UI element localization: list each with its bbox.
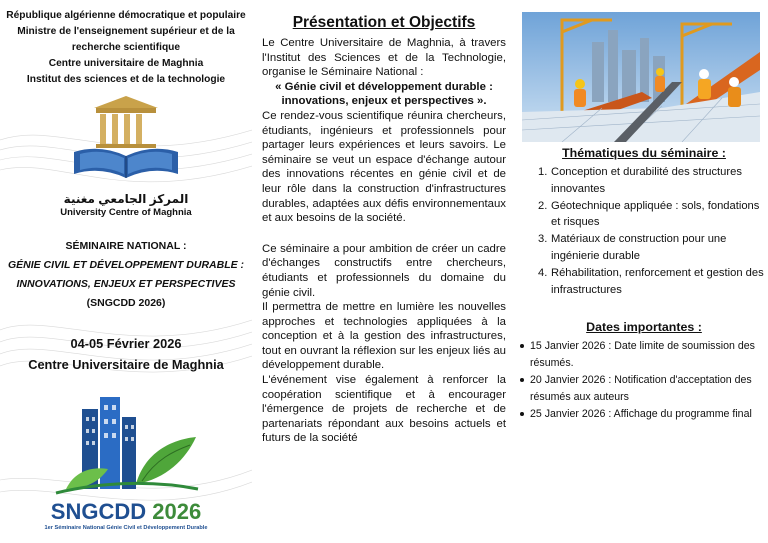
paragraph: Il permettra de mettre en lumière les nouvelles approches et technologies appliquées à la conception et à la gestion des infrastructures, tout en ouvrant la réflexion sur les enjeux liés au développement durable. <box>262 301 506 372</box>
paragraph: Ce séminaire a pour ambition de créer un cadre d'échanges constructifs entre chercheurs, étudiants et professionnels du domaine du génie civil. <box>262 242 506 299</box>
theme-text: Réhabilitation, renforcement et gestion des infrastructures <box>551 266 764 296</box>
themes-title: Thématiques du séminaire : <box>562 146 726 160</box>
event-venue: Centre Universitaire de Maghnia <box>28 357 224 372</box>
list-item: 1. Conception et durabilité des structures innovantes <box>538 166 742 195</box>
list-item: 2. Géotechnique appliquée : sols, fondations et risques <box>538 199 760 229</box>
list-item: 15 Janvier 2026 : Date limite de soumission des résumés. <box>520 338 768 372</box>
logo-arabic-text: المركز الجامعي مغنية <box>63 192 189 206</box>
construction-site-photo <box>522 12 760 142</box>
list-item: 3. Matériaux de construction pour une ingénierie durable <box>538 233 727 262</box>
institution-line: Centre universitaire de Maghnia <box>48 58 204 69</box>
left-panel <box>0 0 252 543</box>
themes-list <box>520 164 768 298</box>
dates-title: Dates importantes : <box>586 320 702 335</box>
paragraph: Le Centre Universitaire de Maghnia, à travers l'Institut des Sciences et de la Technologie, organise le Séminaire National : <box>262 37 506 79</box>
logo-english-text: University Centre of Maghnia <box>60 207 192 218</box>
theme-text: Matériaux de construction pour une ingénierie durable <box>551 233 727 262</box>
seminar-acronym: (SNGCDD 2026) <box>86 297 166 309</box>
paragraph: L'événement vise également à renforcer la coopération scientifique et à encourager l'émergence de projets de recherche et de partenariats répondant aux besoins actuels et futurs de la société <box>262 374 506 445</box>
institution-line: Ministre de l'enseignement supérieur et de la <box>17 26 235 37</box>
brand-subtitle: 1er Séminaire National Génie Civil et Développement Durable <box>44 525 208 531</box>
institution-line: recherche scientifique <box>71 42 181 53</box>
institution-header <box>0 8 252 88</box>
spacer <box>262 226 506 242</box>
theme-text: Géotechnique appliquée : sols, fondations et risques <box>551 199 760 229</box>
brand-year: 2026 <box>152 499 202 524</box>
seminar-theme-line: GÉNIE CIVIL ET DÉVELOPPEMENT DURABLE : <box>7 259 245 271</box>
event-info <box>0 333 252 375</box>
institution-line: République algérienne démocratique et populaire <box>6 10 246 21</box>
presentation-title: Présentation et Objectifs <box>292 14 476 31</box>
presentation-panel <box>262 0 506 543</box>
brand-acronym: SNGCDD <box>50 499 147 524</box>
seminar-title-highlight: « Génie civil et développement durable : innovations, enjeux et perspectives ». <box>275 80 493 108</box>
right-panel <box>520 0 768 543</box>
seminar-label: SÉMINAIRE NATIONAL : <box>65 240 187 252</box>
event-brand <box>0 500 252 524</box>
institution-line: Institut des sciences et de la technologie <box>26 74 226 85</box>
paragraph: Ce rendez-vous scientifique réunira chercheurs, étudiants, ingénieurs et professionnels pour partager leurs expériences et leurs savoirs. Le séminaire se veut un espace d'échange autour des innovations récentes en génie civil et de leur rôle dans la construction d'infrastructures durables, adaptées aux défis environnementaux et aux besoins de la société. <box>262 109 506 225</box>
list-item: 20 Janvier 2026 : Notification d'acceptation des résumés aux auteurs <box>520 372 768 406</box>
list-item: 4. Réhabilitation, renforcement et gestion des infrastructures <box>538 266 764 296</box>
dates-list <box>520 338 768 422</box>
event-dates: 04-05 Février 2026 <box>70 336 182 351</box>
list-item: 25 Janvier 2026 : Affichage du programme final <box>520 406 768 423</box>
seminar-heading <box>0 237 252 313</box>
seminar-theme-line: INNOVATIONS, ENJEUX ET PERSPECTIVES <box>16 278 236 290</box>
theme-text: Conception et durabilité des structures innovantes <box>551 166 742 195</box>
university-logo-icon <box>66 94 186 189</box>
event-logo-icon <box>46 389 206 499</box>
